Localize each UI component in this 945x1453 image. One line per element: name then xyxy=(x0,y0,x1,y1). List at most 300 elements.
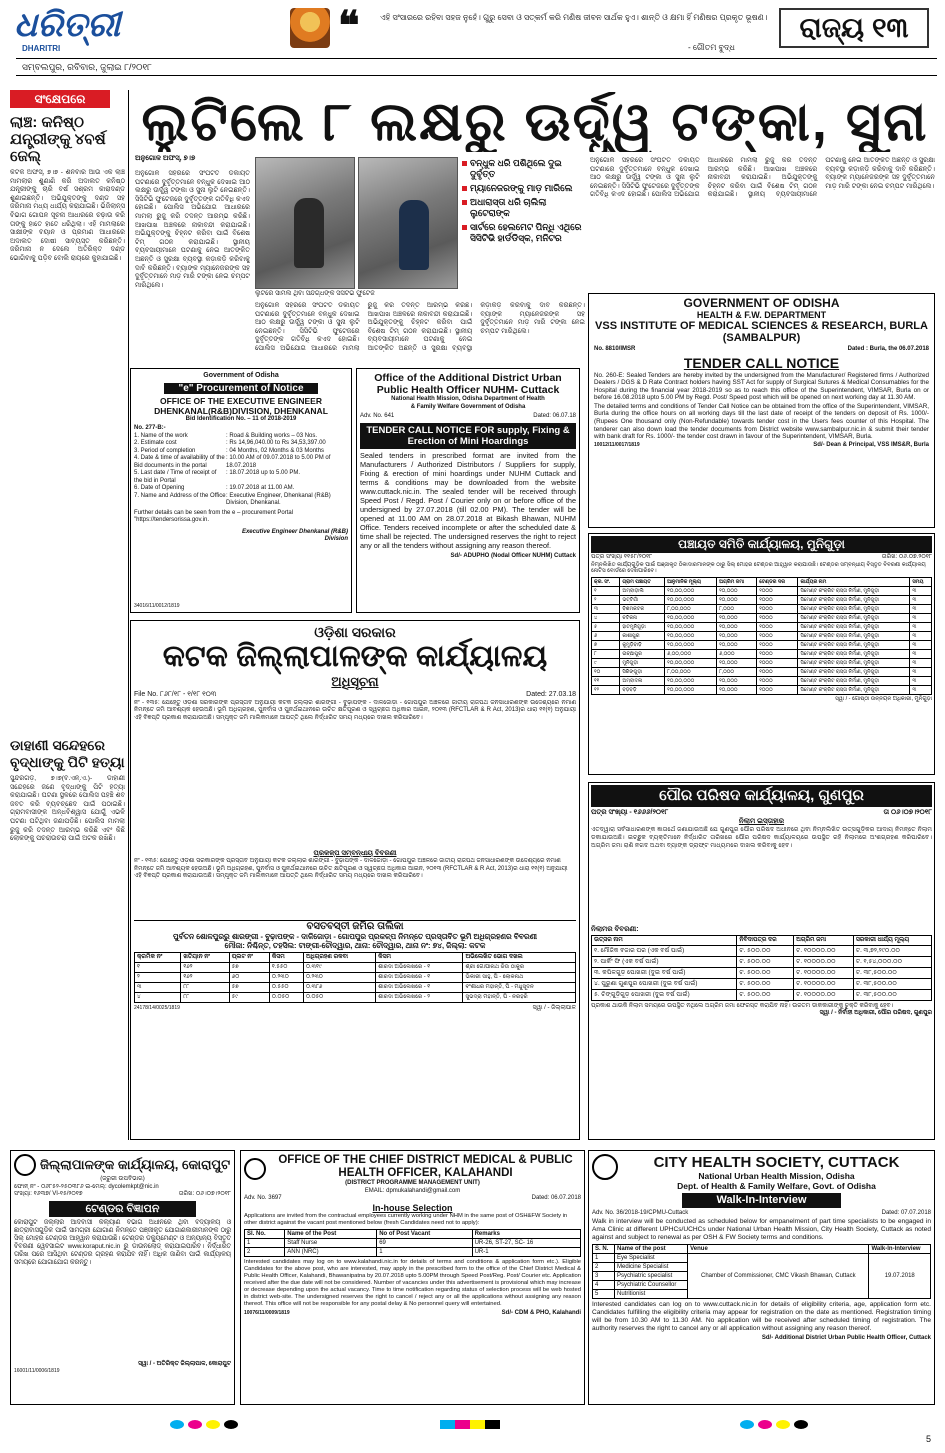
vimsar-dated: Dated : Burla, the 06.07.2018 xyxy=(847,346,929,352)
collector-dated: Dated: 27.03.18 xyxy=(526,691,576,698)
table-cell: ଟ. ୧୦୦୦୦.୦୦ xyxy=(794,945,854,956)
table-cell: ୮,୦୦,୦୦୦ xyxy=(665,668,717,677)
koraput-sign: ସ୍ୱା / - ଅତିରିକ୍ତ ଜିଲ୍ଲାପାଳ, କୋରାପୁଟ xyxy=(138,1360,231,1367)
table-row xyxy=(592,945,932,956)
table-cell: ୦.୫୫୦ xyxy=(269,983,303,993)
nuhm-body: Sealed tenders in prescribed format are invited from the Manufacturers / Authorized Distributors / Suppliers for supply, Fixing & erection of mini hoardings under NUHM Cuttack and terms & conditions may be downloaded from the website www.cuttack.nic.in. The sealed tender will be received through Speed Post / Regd. Post / Courier only on or before office of the undersigned by 27.07.2018 (till 02.00 PM). The tender will be opened at 11.00 AM on 28.07.2018 at Bikash Bhawan, NUHM Office. Tenders received incomplete or after the scheduled date & time shall be rejected. The undersigned reserves the right to reject any or all the tenders without assigning any reason thereof. xyxy=(360,450,576,550)
magenta-dot xyxy=(188,1420,202,1429)
collector-govt: ଓଡ଼ିଶା ସରକାର xyxy=(314,624,396,640)
table-cell: ୨. ପାର୍କିଂ ଫି (ଏକ ବର୍ଷ ପାଇଁ) xyxy=(592,956,737,967)
magenta-dot xyxy=(758,1420,772,1429)
koraput-header xyxy=(14,1154,231,1176)
gunupur-table: ଉତ୍ସର ନାମ ନିବିଦାପତ୍ର ଦର ଅଗ୍ରିମ ଜମା ସରକାରୀ ଧାର୍ଯ୍ୟ ମୂଲ୍ୟ ୧. ମୌଜିକ ବଜାର ଘର (ଏକ ବର୍ଷ ପାଇଁ) ଟ. ୫୦୦.୦୦ ଟ. ୧୦୦୦୦.୦୦ ଟ. ୩,୭୨,୨୯୦.୦୦ ୨. ପାର୍କିଂ ଫି (ଏକ ବର୍ଷ ପାଇଁ) ଟ. ୫୦୦.୦୦ ଟ. ୧୦୦୦୦.୦୦ ଟ. ୧,୫୪,୦୦୦.୦୦ ୩. କପିଳଗୁଡ଼ ପୋଖରୀ (ଦୁଇ ବର୍ଷ ପାଇଁ) ଟ. ୫୦୦.୦୦ ଟ. ୧୦୦୦୦.୦୦ ଟ. ୩୮,୫୦୦.୦୦ ୪. ପୁରୁଣା ଗୁଣପୁର ପୋଖରୀ (ଦୁଇ ବର୍ଷ ପାଇଁ) ଟ. ୫୦୦.୦୦ ଟ. ୧୦୦୦୦.୦୦ ଟ. ୩୮,୫୦୦.୦୦ ୫. ଚିଙ୍ଗୁଡ଼ିଗୁଡ଼ ପୋଖରୀ (ଦୁଇ ବର୍ଷ ପାଇଁ) ଟ. ୫୦୦.୦୦ ଟ. ୧୦୦୦୦.୦୦ ଟ. ୩୮,୫୦୦.୦୦ xyxy=(591,935,932,1001)
table-cell: ସିମେଣ୍ଟ କଂକ୍ରିଟ ରାସ୍ତା ନିର୍ମାଣ, ମୁନିଗୁଡ଼ା xyxy=(798,677,910,686)
black-dot xyxy=(224,1420,238,1429)
table-cell: ସିମେଣ୍ଟ କଂକ୍ରିଟ ରାସ୍ତା ନିର୍ମାଣ, ମୁନିଗୁଡ଼ା xyxy=(798,668,910,677)
kalahandi-footer xyxy=(244,1310,581,1318)
table-cell: ଅମ୍ବାଦଳା xyxy=(620,677,665,686)
city-health-title: CITY HEALTH SOCIETY, CUTTACK xyxy=(653,1154,900,1171)
table-cell: ଭଟ୍ଟିଗାଁ xyxy=(620,596,665,605)
table-cell: ସିମେଣ୍ଟ କଂକ୍ରିଟ ରାସ୍ତା ନିର୍ମାଣ, ମୁନିଗୁଡ଼ା xyxy=(798,587,910,596)
cuttack-collector-notification xyxy=(130,620,580,1140)
city-health-table: S. N. Name of the post Venue Walk-In-Interview 1 Eye Specialist Chamber of Commissioner, CMC Vikash Bhawan, Cuttack 19.07.2018 2 Medicine Specialist 3 Psychiatric specialist 4 Psychiatric Counsellor 5 Nutritionist xyxy=(592,1244,931,1299)
table-row xyxy=(592,596,932,605)
odisha-emblem-icon xyxy=(14,1154,36,1176)
table-cell: ୧ xyxy=(135,963,181,973)
collector-ref: 24178/14/0025/1819 xyxy=(134,1005,180,1012)
table-row xyxy=(592,650,932,659)
table-cell: ୧୦,୦୦୦ xyxy=(717,587,757,596)
table-row xyxy=(592,989,932,1000)
page-section-label: ରାଜ୍ୟ ୧୩ xyxy=(779,8,929,48)
table-cell: ୮,୦୦୦ xyxy=(717,668,757,677)
table-cell: ସିମେଣ୍ଟ କଂକ୍ରିଟ ରାସ୍ତା ନିର୍ମାଣ, ମୁନିଗୁଡ଼ା xyxy=(798,686,910,695)
eprocurement-notice xyxy=(130,368,352,613)
table-cell: ଟ. ୧୦୦୦୦.୦୦ xyxy=(794,978,854,989)
table-cell: ଶାରଦା ଅଭିଲେଖରେ - ୨ xyxy=(376,993,463,1003)
table-cell: ୬,୦୦,୦୦୦ xyxy=(665,650,717,659)
table-cell: ଟ. ୩୮,୫୦୦.୦୦ xyxy=(853,978,931,989)
table-cell: ସିମେଣ୍ଟ କଂକ୍ରିଟ ରାସ୍ତା ନିର୍ମାଣ, ମୁନିଗୁଡ଼ା xyxy=(798,614,910,623)
city-health-header xyxy=(592,1154,931,1191)
brief-tag: ସଂକ୍ଷେପରେ xyxy=(10,90,110,108)
city-health-dated: Dated: 07.07.2018 xyxy=(881,1210,931,1216)
table-cell: ୮,୦୦୦ xyxy=(717,605,757,614)
logo-sub: DHARITRI xyxy=(22,44,61,53)
table-cell: ୪ xyxy=(135,993,181,1003)
table-cell: ୧୬୨ xyxy=(181,973,229,983)
gunupur-ref-line xyxy=(591,809,932,818)
table-cell: ୨ xyxy=(592,596,620,605)
brief-body-1: କଟକ ଅଫିସ୍, ୭।୭ - ଶନିବାର ଆଉ ଏକ ଲାଞ୍ଚ ମାମଲାର ଶୁଣାଣି କରି ଅଦାଲତ କନିଷ୍ଠ ଯନ୍ତ୍ରୀଙ୍କୁ ଚାରି ବର୍ଷ ସଶ୍ରମ କାରାଦଣ୍ଡ ଶୁଣାଇଛନ୍ତି। ଅଭିଯୁକ୍ତଙ୍କୁ ଦଣ୍ଡ ସହ ଜରିମାନା ମଧ୍ୟ ଧାର୍ଯ୍ୟ କରାଯାଇଛି। ଭିଜିଲାନ୍ସ ବିଭାଗ ଗୋପନ ସୂଚନା ଆଧାରରେ ଚଢ଼ାଉ କରି ତାଙ୍କୁ ହାତେ ହାତେ ଧରିଥିଲା। ଏହି ମାମଲାରେ ସାକ୍ଷୀଙ୍କ ବୟାନ ଓ ପ୍ରମାଣ ଆଧାରରେ ଅଦାଲତ ଦୋଷୀ ସାବ୍ୟସ୍ତ କରିଛନ୍ତି। ଜରିମାନା ନ ଦେଲେ ଅତିରିକ୍ତ ଦଣ୍ଡ ଭୋଗିବାକୁ ପଡ଼ିବ ବୋଲି ରାୟରେ କୁହାଯାଇଛି। xyxy=(10,169,125,262)
table-row: 4 Psychiatric Counsellor xyxy=(593,1280,931,1289)
table-cell: ଟ. ୫୦୦.୦୦ xyxy=(737,967,794,978)
table-cell: ୧୦,୦୦,୦୦୦ xyxy=(665,641,717,650)
collector-body-2: ନଂ - ୧୩୫: ଯେହେତୁ ଓଡ଼ିଶା ସରକାରଙ୍କ ପ୍ରସ୍ତାବ ଅନୁଯାୟୀ କଟକ ଜିଲ୍ଲାର ଶାରଙ୍ଗୀ - ବୁଢ଼ାପଙ୍କ - ଦାଳିଜୋଡ଼ା - ଗୋପପୁର ଅଞ୍ଚଳରେ ଜାତୀୟ ରାଜପଥ ଜନସାଧାରଣଙ୍କ ଉଦ୍ଦେଶ୍ୟରେ ନିର୍ମାଣ ନିମନ୍ତେ ଜମି ଆବଶ୍ୟକ ହେଉଅଛି। ଭୂମି ଅଧିଗ୍ରହଣ, ପୁନର୍ବାସ ଓ ପୁନର୍ଥଇଥାନରେ ଉଚିତ କ୍ଷତିପୂରଣ ଓ ସ୍ୱଚ୍ଛତା ଅଧିକାର ଆଇନ, ୨୦୧୩ (RFCTLAR & R Act, 2013)ର ଧାରା ୧୧(୧) ଅନୁଯାୟୀ ଏହି ବିଜ୍ଞପ୍ତି ପ୍ରକାଶ କରାଯାଉଅଛି। ସମ୍ପୃକ୍ତ ଜମି ମାଲିକମାନେ ଆପତ୍ତି ଥିଲେ ନିର୍ଦ୍ଧାରିତ ସମୟ ମଧ୍ୟରେ ଦାଖଲ କରିପାରିବେ। xyxy=(134,858,568,880)
table-cell: ୦.୩୧୯ xyxy=(303,963,375,973)
collector-file-no: File No. ୮୬୮/୧୮ - ୧/୧୮ ୧୦୩ xyxy=(134,691,217,698)
main-story-body-col1: ଅନୁଗୋଳ ସହରରେ ସଂଘଟିତ ଡକାୟତି ଘଟଣାରେ ଦୁର୍ବୃତ୍ତମାନେ ବନ୍ଧୁକ ଦେଖାଇ ଆଠ ଲକ୍ଷରୁ ଊର୍ଦ୍ଧ୍ୱ ଟଙ୍କା ଓ ସୁନା ଲୁଟି ନେଇଛନ୍ତି। ସିସିଟିଭି ଫୁଟେଜରେ ଦୁର୍ବୃତ୍ତଙ୍କ ଗତିବିଧି କଏଦ ହୋଇଛି। ପୋଲିସ ଅଭିଯୋଗ ଆଧାରରେ ମାମଲା ରୁଜୁ କରି ତଦନ୍ତ ଆରମ୍ଭ କରିଛି। ଆଖପାଖ ଅଞ୍ଚଳରେ ନାକାବନ୍ଦୀ କରାଯାଇଛି। ଅଭିଯୁକ୍ତଙ୍କୁ ଚିହ୍ନଟ କରିବା ପାଇଁ ବିଶେଷ ଟିମ୍ ଗଠନ କରାଯାଇଛି। ସ୍ଥାନୀୟ ବ୍ୟବସାୟୀମାନେ ଘଟଣାକୁ ନେଇ ଆତଙ୍କିତ ଅଛନ୍ତି ଓ ସୁରକ୍ଷା ବ୍ୟବସ୍ଥା କଡ଼ାକଡ଼ି କରିବାକୁ ଦାବି କରିଛନ୍ତି। ବ୍ୟାଙ୍କ ମ୍ୟାନେଜରଙ୍କ ସହ ଦୁର୍ବୃତ୍ତମାନେ ମାଡ଼ ମାରି ଟଙ୍କା ନେଇ ଚମ୍ପଟ ମାରିଥିଲେ। xyxy=(135,170,250,289)
highlight-item: ବନ୍ଧୁକ ଧରି ପଶିଥିଲେ ଦୁଇ ଦୁର୍ବୃତ୍ତ xyxy=(462,158,582,180)
kalahandi-title: OFFICE OF THE CHIEF DISTRICT MEDICAL & PUBLIC HEALTH OFFICER, KALAHANDI xyxy=(278,1154,573,1179)
panchayat-table: କ୍ର. ସଂ. ଗ୍ରାମ ପଞ୍ଚାୟତ ଆନୁମାନିକ ମୂଲ୍ୟ ଅଗ୍ରିମ ଜମା ଟେଣ୍ଡର ଦର କାର୍ଯ୍ୟର ନାମ ସମୟ ୧ ଅମ୍ବାଡ଼ାଲି ୧୦,୦୦,୦୦୦ ୧୦,୦୦୦ ୧୦୦୦ ସିମେଣ୍ଟ କଂକ୍ରିଟ ରାସ୍ତା ନିର୍ମାଣ, ମୁନିଗୁଡ଼ା ୩ ୨ ଭଟ୍ଟିଗାଁ ୧୦,୦୦,୦୦୦ ୧୦,୦୦୦ ୧୦୦୦ ସିମେଣ୍ଟ କଂକ୍ରିଟ ରାସ୍ତା ନିର୍ମାଣ, ମୁନିଗୁଡ଼ା ୩ ୩ ବିଶମକଟକ ୮,୦୦,୦୦୦ ୮,୦୦୦ ୧୦୦୦ ସିମେଣ୍ଟ କଂକ୍ରିଟ ରାସ୍ତା ନିର୍ମାଣ, ମୁନିଗୁଡ଼ା ୩ ୪ ଚଟିକନା ୧୦,୦୦,୦୦୦ ୧୦,୦୦୦ ୧୦୦୦ ସିମେଣ୍ଟ କଂକ୍ରିଟ ରାସ୍ତା ନିର୍ମାଣ, ମୁନିଗୁଡ଼ା ୩ ୫ ହାଟମୁନିଗୁଡ଼ା ୧୦,୦୦,୦୦୦ ୧୦,୦୦୦ ୧୦୦୦ ସିମେଣ୍ଟ କଂକ୍ରିଟ ରାସ୍ତା ନିର୍ମାଣ, ମୁନିଗୁଡ଼ା ୩ ୬ କାଶୀପୁର ୧୦,୦୦,୦୦୦ ୧୦,୦୦୦ ୧୦୦୦ ସିମେଣ୍ଟ କଂକ୍ରିଟ ରାସ୍ତା ନିର୍ମାଣ, ମୁନିଗୁଡ଼ା ୩ ୭ କୁମୁଡ଼ିବାଡ଼ି ୧୦,୦୦,୦୦୦ ୧୦,୦୦୦ ୧୦୦୦ ସିମେଣ୍ଟ କଂକ୍ରିଟ ରାସ୍ତା ନିର୍ମାଣ, ମୁନିଗୁଡ଼ା ୩ ୮ ଇଚ୍ଛାପୁର ୬,୦୦,୦୦୦ ୬,୦୦୦ ୧୦୦୦ ସିମେଣ୍ଟ କଂକ୍ରିଟ ରାସ୍ତା ନିର୍ମାଣ, ମୁନିଗୁଡ଼ା ୩ ୯ ମୁନିଗୁଡ଼ା ୧୦,୦୦,୦୦୦ ୧୦,୦୦୦ ୧୦୦୦ ସିମେଣ୍ଟ କଂକ୍ରିଟ ରାସ୍ତା ନିର୍ମାଣ, ମୁନିଗୁଡ଼ା ୩ ୧୦ ସିରିଙ୍ଗୁଡ଼ା ୮,୦୦,୦୦୦ ୮,୦୦୦ ୧୦୦୦ ସିମେଣ୍ଟ କଂକ୍ରିଟ ରାସ୍ତା ନିର୍ମାଣ, ମୁନିଗୁଡ଼ା ୩ ୧୧ ଅମ୍ବାଦଳା ୧୦,୦୦,୦୦୦ ୧୦,୦୦୦ ୧୦୦୦ ସିମେଣ୍ଟ କଂକ୍ରିଟ ରାସ୍ତା ନିର୍ମାଣ, ମୁନିଗୁଡ଼ା ୩ ୧୨ ବଡ଼ବଡ଼ି ୧୦,୦୦,୦୦୦ ୧୦,୦୦୦ ୧୦୦୦ ସିମେଣ୍ଟ କଂକ୍ରିଟ ରାସ୍ତା ନିର୍ମାଣ, ମୁନିଗୁଡ଼ା ୩ xyxy=(591,577,932,695)
table-cell: ୧୦,୦୦,୦୦୦ xyxy=(665,677,717,686)
city-health-sub-2: Dept. of Health & Family Welfare, Govt. of Odisha xyxy=(677,1181,876,1191)
table-cell: ୧.୫୫୦ xyxy=(269,963,303,973)
quote-text: ଏହି ସଂସାରରେ ରହିବା ସହଜ ନୁହେଁ। ଗୁରୁ ସେବା ଓ ସତ୍‌କର୍ମ କରି ମଣିଷ ଜୀବନ ସାର୍ଥକ ହୁଏ। ଶାନ୍ତି ଓ କ୍ଷମା ହିଁ ମଣିଷର ପ୍ରକୃତ ଭୂଷଣ। xyxy=(380,13,768,22)
table-cell: ୬,୦୦୦ xyxy=(717,650,757,659)
vimsar-no-line xyxy=(594,346,929,354)
eproc-ref: 34016/11/0012/1819 xyxy=(134,602,180,609)
table-cell: ଟ. ୫୦୦.୦୦ xyxy=(737,956,794,967)
koraput-ref-line xyxy=(14,1191,231,1199)
nuhm-dated: Dated: 06.07.18 xyxy=(533,413,576,419)
table-row xyxy=(592,956,932,967)
eproc-govt: Government of Odisha xyxy=(203,372,279,379)
table-cell: ଟ. ୧୦୦୦୦.୦୦ xyxy=(794,989,854,1000)
table-cell: ଅମ୍ବାଡ଼ାଲି xyxy=(620,587,665,596)
collector-schedule-title: ବସତବସ୍ତୀ ଜମିର ତାଲିକା xyxy=(134,920,576,932)
gunupur-title: ପୌର ପରିଷଦ କାର୍ଯ୍ୟାଳୟ, ଗୁଣପୁର xyxy=(591,785,932,807)
table-cell: ସିମେଣ୍ଟ କଂକ୍ରିଟ ରାସ୍ତା ନିର୍ମାଣ, ମୁନିଗୁଡ଼ା xyxy=(798,623,910,632)
cctv-photo-1[interactable] xyxy=(255,157,355,289)
table-cell: ୧୦ xyxy=(592,668,620,677)
kalahandi-dated: Dated: 06.07.2018 xyxy=(531,1195,581,1201)
print-registration-strip xyxy=(0,1410,945,1453)
vimsar-tender-notice xyxy=(588,293,935,528)
kalahandi-header xyxy=(244,1154,581,1180)
panchayat-patra: ପତ୍ର ସଂଖ୍ୟା ୧୧୫୮/୨୦୧୮ xyxy=(591,554,653,560)
collector-mouza: ମୌଜା: ନିଶ୍ଚିନ୍ତ, ତହସିଲ: ଟାଙ୍ଗୀ-ଚୌଦ୍ୱାର, ଥାନା: ଚୌଦ୍ୱାର, ଥାନା ନଂ: ୭୪, ଜିଲ୍ଲା: କଟକ xyxy=(224,941,486,951)
table-cell: ସିରିଙ୍ଗୁଡ଼ା xyxy=(620,668,665,677)
table-cell: ୩ xyxy=(592,605,620,614)
table-cell: ୫. ଚିଙ୍ଗୁଡ଼ିଗୁଡ଼ ପୋଖରୀ (ଦୁଇ ବର୍ଷ ପାଇଁ) xyxy=(592,989,737,1000)
table-cell: ୧୦୦୦ xyxy=(757,596,798,605)
table-cell: ୧୨ xyxy=(592,686,620,695)
panchayat-title: ପଞ୍ଚାୟତ ସମିତି କାର୍ଯ୍ୟାଳୟ, ମୁନିଗୁଡ଼ା xyxy=(591,536,932,553)
table-row xyxy=(592,614,932,623)
table-cell: ୧୦୦୦ xyxy=(757,641,798,650)
koraput-date: ତାରିଖ: ୦୬।୦୭।୨୦୧୮ xyxy=(178,1191,231,1197)
nhm-logo-icon xyxy=(244,1158,266,1180)
table-cell: ୧୦,୦୦୦ xyxy=(717,659,757,668)
table-cell: ଭିକାରୀ ସାହୁ, ପି - ଲୋକନାଥ xyxy=(463,973,576,983)
brief-headline-1[interactable]: ଲାଞ୍ଚ: କନିଷ୍ଠ ଯନ୍ତ୍ରୀଙ୍କୁ ୪ବର୍ଷ ଜେଲ୍ xyxy=(10,114,106,165)
table-cell: ଟ. ୧୦୦୦୦.୦୦ xyxy=(794,956,854,967)
gunupur-auction-notice xyxy=(588,782,935,1140)
table-cell: କୁମୁଡ଼ିବାଡ଼ି xyxy=(620,641,665,650)
table-row xyxy=(592,623,932,632)
table-row: 1 Staff Nurse 69 UR-26, ST-27, SC- 16 xyxy=(245,1238,581,1247)
brief-headline-2[interactable]: ଡାହାଣୀ ସନ୍ଦେହରେ ବୃଦ୍ଧାଙ୍କୁ ପିଟି ହତ୍ୟା xyxy=(10,737,125,770)
table-cell: ୮୮ xyxy=(181,993,229,1003)
gunupur-date: ତା ୦୬।୦୭।୨୦୧୮ xyxy=(883,809,932,816)
panchayat-sign: ସ୍ୱା / - ଗୋଷ୍ଠୀ ଉନ୍ନୟନ ଅଧିକାରୀ, ମୁନିଗୁଡ଼ା xyxy=(835,696,932,703)
table-cell: ୫୯ xyxy=(229,993,269,1003)
main-story-highlights xyxy=(462,158,582,290)
gunupur-sub: ନିଲାମ ଇସ୍ତାହାର xyxy=(738,817,785,825)
kalahandi-table: Sl. No. Name of the Post No of Post Vacant Remarks 1 Staff Nurse 69 UR-26, ST-27, SC- 16 2 ANN (NRC) 1 UR-1 xyxy=(244,1229,581,1257)
color-bar xyxy=(440,1420,500,1429)
table-cell: ଟ. ୩୮,୫୦୦.୦୦ xyxy=(853,989,931,1000)
highlight-item: ସାର୍ଟରେ ହେଲମେଟ ପିନ୍ଧି ଏଥିରେ ସିସିଟିଭି ହାର୍ଡଡିସ୍କ, ମନିଟର xyxy=(462,222,582,244)
vimsar-footer xyxy=(594,442,929,450)
table-cell: ୧୦,୦୦୦ xyxy=(717,614,757,623)
table-cell: ୩ xyxy=(910,659,932,668)
table-cell: ୦.୨୩୦ xyxy=(303,973,375,983)
table-cell: ଟ. ୧,୫୪,୦୦୦.୦୦ xyxy=(853,956,931,967)
panchayat-ref-line xyxy=(591,554,932,562)
vimsar-body-2: The detailed terms and conditions of Tender Call Notice can be obtained from the office of the Superintendent, VIMSAR, Burla during the office hours on all working days till the last date of receipt of the tenders on deposit of Rs. 1000/- (Rupees One thousand only (Non-Refundable) towards tender cost in the Users fees counter of this Hospital. The tenderer can also down load the tender documents from District website www.sambalpur.nic.in & submit their tender with bank draft for Rs. 1000/- the tender cost drawn in favour of the Superintendent, VIMSAR, Burla. xyxy=(594,402,929,441)
cyan-dot xyxy=(170,1420,184,1429)
table-cell: ୧୦,୦୦,୦୦୦ xyxy=(665,596,717,605)
table-cell: ଟ. ୩,୭୨,୨୯୦.୦୦ xyxy=(853,945,931,956)
table-cell: ମୁନିଗୁଡ଼ା xyxy=(620,659,665,668)
table-cell: ୧. ମୌଜିକ ବଜାର ଘର (ଏକ ବର୍ଷ ପାଇଁ) xyxy=(592,945,737,956)
collector-list-title: ପ୍ରକଳ୍ପ ସମ୍ବନ୍ଧୀୟ ବିବରଣୀ xyxy=(313,849,397,857)
kalahandi-body-1: Applications are invited from the contractual employees currently working under NHM in the same post of OSH&FW Society in other district against the vacant post mentioned below (fresh Candidates need not to apply): xyxy=(244,1212,568,1226)
kalahandi-email[interactable]: EMAIL: dpmukalahandi@gmail.com xyxy=(364,1187,461,1194)
kalahandi-ref: 10076/11/0009/1819 xyxy=(244,1309,290,1316)
table-row xyxy=(592,659,932,668)
table-cell: ୩ xyxy=(910,605,932,614)
kalahandi-adv: Adv. No. 3697 xyxy=(244,1195,282,1201)
yellow-dot xyxy=(776,1420,790,1429)
nuhm-banner: TENDER CALL NOTICE FOR supply, Fixing & Erection of Mini Hoardings xyxy=(360,423,576,449)
vimsar-gov: GOVERNMENT OF ODISHA xyxy=(683,296,840,310)
table-cell: ୧୦୦୦ xyxy=(757,650,798,659)
koraput-sub: (ଜରୁରୀ ଉପବିଭାଗ) xyxy=(100,1176,145,1182)
cctv-photo-2[interactable] xyxy=(358,157,458,289)
kalahandi-adv-line xyxy=(244,1195,581,1203)
highlight-item: ମ୍ୟାନେଜରଙ୍କୁ ମାଡ଼ ମାରିଲେ xyxy=(462,183,582,194)
photo-caption: ଲୁଟରେ ସାମିଲ ଥିବା ସନ୍ଦିଗ୍ଧଙ୍କ ସିସିଟିଭି ଫୁଟେଜ xyxy=(255,290,375,297)
panchayat-samiti-notice xyxy=(588,533,935,775)
table-row xyxy=(135,993,576,1003)
table-cell: ୯ xyxy=(592,659,620,668)
buddha-image xyxy=(290,8,330,48)
table-cell: ୧୦୦୦ xyxy=(757,659,798,668)
table-row xyxy=(592,641,932,650)
table-cell: ୧୦,୦୦,୦୦୦ xyxy=(665,614,717,623)
collector-body: ନଂ - ୧୩୫: ଯେହେତୁ ଓଡ଼ିଶା ସରକାରଙ୍କ ପ୍ରସ୍ତାବ ଅନୁଯାୟୀ କଟକ ଜିଲ୍ଲାର ଶାରଙ୍ଗୀ - ବୁଢ଼ାପଙ୍କ - ଦାଳିଜୋଡ଼ା - ଗୋପପୁର ଅଞ୍ଚଳରେ ଜାତୀୟ ରାଜପଥ ଜନସାଧାରଣଙ୍କ ଉଦ୍ଦେଶ୍ୟରେ ନିର୍ମାଣ ନିମନ୍ତେ ଜମି ଆବଶ୍ୟକ ହେଉଅଛି। ଭୂମି ଅଧିଗ୍ରହଣ, ପୁନର୍ବାସ ଓ ପୁନର୍ଥଇଥାନରେ ଉଚିତ କ୍ଷତିପୂରଣ ଓ ସ୍ୱଚ୍ଛତା ଅଧିକାର ଆଇନ, ୨୦୧୩ (RFCTLAR & R Act, 2013)ର ଧାରା ୧୧(୧) ଅନୁଯାୟୀ ଏହି ବିଜ୍ଞପ୍ତି ପ୍ରକାଶ କରାଯାଉଅଛି। ସମ୍ପୃକ୍ତ ଜମି ମାଲିକମାନେ ଆପତ୍ତି ଥିଲେ ନିର୍ଦ୍ଧାରିତ ସମୟ ମଧ୍ୟରେ ଦାଖଲ କରିପାରିବେ। xyxy=(134,699,576,721)
table-cell: ୩ xyxy=(910,614,932,623)
table-cell: ୩ xyxy=(910,587,932,596)
table-cell: ୪ xyxy=(592,614,620,623)
collector-title: କଟକ ଜିଲ୍ଲାପାଳଙ୍କ କାର୍ଯ୍ୟାଳୟ xyxy=(162,640,548,673)
table-cell: ୩ xyxy=(910,677,932,686)
table-cell: ଟ. ୫୦୦.୦୦ xyxy=(737,978,794,989)
gunupur-body: ଏତଦ୍ୱାରା ସର୍ବସାଧାରଣଙ୍କ ଜ୍ଞାତାର୍ଥେ ଜଣାଯାଉଅଛି ଯେ ଗୁଣପୁର ପୌର ପରିଷଦ ଅଧୀନରେ ଥିବା ନିମ୍ନଲିଖିତ ଉତ୍ସଗୁଡ଼ିକର ଆଦାୟ ନିମନ୍ତେ ନିଲାମ ଡକାଯାଉଅଛି। ଇଚ୍ଛୁକ ବ୍ୟକ୍ତିମାନେ ନିର୍ଦ୍ଧାରିତ ତାରିଖରେ ପୌର ପରିଷଦ କାର୍ଯ୍ୟାଳୟରେ ଉପସ୍ଥିତ ରହି ନିଲାମରେ ଅଂଶଗ୍ରହଣ କରିପାରିବେ। ଅଗ୍ରିମ ଜମା ରାଶି ନଗଦ ଅଥବା ବ୍ୟାଙ୍କ ଡ୍ରାଫ୍ଟ ମାଧ୍ୟମରେ ଦାଖଲ କରିବାକୁ ହେବ। xyxy=(591,826,932,849)
cyan-dot xyxy=(740,1420,754,1429)
table-row xyxy=(592,677,932,686)
nuhm-adv: Adv. No. 641 xyxy=(360,413,395,419)
table-cell: ଟ. ୩୮,୫୦୦.୦୦ xyxy=(853,967,931,978)
table-row xyxy=(592,605,932,614)
nuhm-sub: National Health Mission, Odisha Department of Health & Family Welfare Government of Odisha xyxy=(391,396,545,410)
eproc-banner: "e" Procurement of Notice xyxy=(164,383,318,394)
table-cell: ଶ୍ରୀ ଗୋପୀନାଥ ଜିଉ ଠାକୁର xyxy=(463,963,576,973)
table-row xyxy=(592,632,932,641)
eproc-bid-id: Bid Identification No. – 11 of 2018-2019 xyxy=(185,415,297,422)
table-cell: ୧୦,୦୦,୦୦୦ xyxy=(665,587,717,596)
table-cell: ୦.୦୫୦ xyxy=(269,993,303,1003)
vimsar-ref: 10012/11/0017/1819 xyxy=(594,441,640,448)
vimsar-no: No. 8810/IMSR xyxy=(594,346,636,352)
yellow-dot xyxy=(206,1420,220,1429)
collector-land-table: କ୍ରମିକ ନଂ ଖତିୟାନ ନଂ ପ୍ଲଟ ନଂ କିସମ ଅଧିଗ୍ରହଣ ରକବା କିସମ ଅଭିଲେଖିତ ଭୋଗ ଦଖଲ ୧ ୧୬୨ ୫୭ ୧.୫୫୦ ୦.୩୧୯ ଶାରଦା ଅଭିଲେଖରେ - ୧ ଶ୍ରୀ ଗୋପୀନାଥ ଜିଉ ଠାକୁର ୨ ୧୬୨ ୬୦ ୦.୨୩୦ ୦.୨୩୦ ଶାରଦା ଅଭିଲେଖରେ - ୧ ଭିକାରୀ ସାହୁ, ପି - ଲୋକନାଥ ୩ ୮୮ ୫୭ ୦.୫୫୦ ୦.୩୮୬ ଶାରଦା ଅଭିଲେଖରେ - ୧ ବଂଶୀଧର ମହାନ୍ତି, ପି - ମଧୁସୂଦନ ୪ ୮୮ ୫୯ ୦.୦୫୦ ୦.୦୫୦ ଶାରଦା ଅଭିଲେଖରେ - ୨ ସୁଭଦ୍ରା ମହାନ୍ତି, ପି - ନରହରି xyxy=(134,952,576,1003)
table-row xyxy=(592,686,932,695)
table-cell: ୩ xyxy=(910,641,932,650)
table-cell: ଟ. ୧୦୦୦୦.୦୦ xyxy=(794,967,854,978)
table-cell: ୩ xyxy=(910,668,932,677)
eproc-further[interactable]: Further details can be seen from the e – procurement Portal "https://tendersorissa.gov.in. xyxy=(134,509,294,524)
table-cell: ଟ. ୫୦୦.୦୦ xyxy=(737,989,794,1000)
table-row xyxy=(135,963,576,973)
table-cell: ୩ xyxy=(910,650,932,659)
logo-name: ଧରିତ୍ରୀ xyxy=(14,6,121,44)
collector-file-line xyxy=(134,691,576,700)
table-cell: ବଡ଼ବଡ଼ି xyxy=(620,686,665,695)
gunupur-sign: ସ୍ୱା / - ନିର୍ବାହୀ ଅଧିକାରୀ, ପୌର ପରିଷଦ, ଗୁଣପୁର xyxy=(819,1010,932,1017)
collector-schedule-sub: ପୁର୍ବତନ ଶୋଳପୁରରୁ ଶାରଙ୍ଗୀ - ବୁଢ଼ାପଙ୍କ - ଦାଳିଜୋଡ଼ା - ଗୋପପୁର ପ୍ରକଳ୍ପ ନିମନ୍ତେ ପ୍ରସ୍ତାବିତ ଭୂମି ଅଧିଗ୍ରହଣର ବିବରଣୀ xyxy=(172,932,538,942)
koraput-title: ଜିଲ୍ଲାପାଳଙ୍କ କାର୍ଯ୍ୟାଳୟ, କୋରାପୁଟ xyxy=(40,1157,231,1172)
city-health-society-notice xyxy=(588,1150,935,1405)
table-cell: ୮୮ xyxy=(181,983,229,993)
koraput-banner: ଟେଣ୍ଡର ବିଜ୍ଞାପନ xyxy=(49,1201,196,1217)
gunupur-patra: ପତ୍ର ସଂଖ୍ୟା - ୧୬୬୬/୨୦୧୮ xyxy=(591,809,669,816)
table-cell: ୪. ପୁରୁଣା ଗୁଣପୁର ପୋଖରୀ (ଦୁଇ ବର୍ଷ ପାଇଁ) xyxy=(592,978,737,989)
eproc-office: OFFICE OF THE EXECUTIVE ENGINEER DHENKANAL(R&B)DIVISION, DHENKANAL xyxy=(154,395,328,416)
gunupur-table-title: ନିଲାମର ବିବରଣୀ: xyxy=(591,926,639,934)
table-cell: ସିମେଣ୍ଟ କଂକ୍ରିଟ ରାସ୍ତା ନିର୍ମାଣ, ମୁନିଗୁଡ଼ା xyxy=(798,596,910,605)
table-cell: ୧୦,୦୦,୦୦୦ xyxy=(665,686,717,695)
newspaper-logo[interactable] xyxy=(14,6,134,52)
vimsar-dept: HEALTH & F.W. DEPARTMENT xyxy=(696,310,827,320)
table-cell: ଚଟିକନା xyxy=(620,614,665,623)
city-health-body-2: Interested candidates can log on to www.cuttack.nic.in for details of eligibility criteria, age, application form etc. Candidates fulfilling the eligibility criteria may appear for registration on the date as mentioned. Registration timing will be from 10.30 AM to 11.30 AM. No application will be received after scheduled timing of registration. The authority reserves the right to cancel any or all application without assigning any reason thereof. xyxy=(592,1300,931,1332)
dateline: ସମ୍ବଲପୁର, ରବିବାର, ଜୁଲାଇ ୮/୨୦୧୮ xyxy=(16,58,937,76)
koraput-body: କୋରାପୁଟ ଜିଲ୍ଲାର ଆଦିବାସୀ କଲ୍ୟାଣ ବିଭାଗ ଅଧୀନରେ ଥିବା ବିଦ୍ୟାଳୟ ଓ ଛାତ୍ରାବାସଗୁଡ଼ିକ ପାଇଁ ସାମଗ୍ରୀ ଯୋଗାଣ ନିମନ୍ତେ ପଞ୍ଜୀକୃତ ଯୋଗାଣକାରୀମାନଙ୍କ ଠାରୁ ସିଲ୍ ମୋହର ଟେଣ୍ଡର ଆହ୍ୱାନ କରାଯାଉଛି। ଟେଣ୍ଡର ଡକ୍ୟୁମେଣ୍ଟ ଓ ଅନ୍ୟାନ୍ୟ ବିସ୍ତୃତ ବିବରଣୀ ୱେବସାଇଟ www.koraput.nic.in ରୁ ଡାଉନଲୋଡ୍ କରାଯାଇପାରିବ। ନିର୍ଦ୍ଧାରିତ ତାରିଖ ପରେ ଆସିଥିବା ଟେଣ୍ଡର ଗ୍ରହଣ କରାଯିବ ନାହିଁ। ଅଧିକ ଜାଣିବା ପାଇଁ କାର୍ଯ୍ୟାଳୟ ସମୟରେ ଯୋଗାଯୋଗ କରନ୍ତୁ। xyxy=(14,1218,231,1266)
kalahandi-heading: In-house Selection xyxy=(372,1202,453,1213)
table-cell: ୧୦,୦୦,୦୦୦ xyxy=(665,623,717,632)
eproc-sign: Executive Engineer Dhenkanal (R&B) Division xyxy=(241,528,348,543)
vimsar-body-1: No. 260-E: Sealed Tenders are hereby invited by the undersigned from the Manufacturer/ Registered firms / Authorized Dealers / DGS & D Rate Contract holders having SST Act for supply of Surgical Sutures & Medical Consumables for the Hospital during the financial year 2018-2019 so as to reach this office of the Superintendent, VIMSAR, Burla on or before 16.08.2018 upto 5.00 PM by Regd. Post/ Speed post which will be opened on next working day at 11.30 AM. xyxy=(594,371,929,402)
collector-footer xyxy=(134,1005,576,1013)
main-story-body-cols: ଅନୁଗୋଳ ସହରରେ ସଂଘଟିତ ଡକାୟତି ଘଟଣାରେ ଦୁର୍ବୃତ୍ତମାନେ ବନ୍ଧୁକ ଦେଖାଇ ଆଠ ଲକ୍ଷରୁ ଊର୍ଦ୍ଧ୍ୱ ଟଙ୍କା ଓ ସୁନା ଲୁଟି ନେଇଛନ୍ତି। ସିସିଟିଭି ଫୁଟେଜରେ ଦୁର୍ବୃତ୍ତଙ୍କ ଗତିବିଧି କଏଦ ହୋଇଛି। ପୋଲିସ ଅଭିଯୋଗ ଆଧାରରେ ମାମଲା ରୁଜୁ କରି ତଦନ୍ତ ଆରମ୍ଭ କରିଛି। ଆଖପାଖ ଅଞ୍ଚଳରେ ନାକାବନ୍ଦୀ କରାଯାଇଛି। ଅଭିଯୁକ୍ତଙ୍କୁ ଚିହ୍ନଟ କରିବା ପାଇଁ ବିଶେଷ ଟିମ୍ ଗଠନ କରାଯାଇଛି। ସ୍ଥାନୀୟ ବ୍ୟବସାୟୀମାନେ ଘଟଣାକୁ ନେଇ ଆତଙ୍କିତ ଅଛନ୍ତି ଓ ସୁରକ୍ଷା ବ୍ୟବସ୍ଥା କଡ଼ାକଡ଼ି କରିବାକୁ ଦାବି କରିଛନ୍ତି। ବ୍ୟାଙ୍କ ମ୍ୟାନେଜରଙ୍କ ସହ ଦୁର୍ବୃତ୍ତମାନେ ମାଡ଼ ମାରି ଟଙ୍କା ନେଇ ଚମ୍ପଟ ମାରିଥିଲେ। xyxy=(255,302,585,352)
nuhm-title: Office of the Additional District Urban Public Health Officer NUHM- Cuttack xyxy=(374,372,562,396)
table-row xyxy=(135,983,576,993)
kalahandi-notice xyxy=(240,1150,585,1405)
table-cell: ୧୦,୦୦୦ xyxy=(717,677,757,686)
table-row xyxy=(592,668,932,677)
table-cell: ୧୦୦୦ xyxy=(757,623,798,632)
column-divider xyxy=(128,90,129,1140)
panchayat-body: ନିମ୍ନଲିଖିତ କାର୍ଯ୍ୟଗୁଡ଼ିକ ପାଇଁ ପଞ୍ଜୀକୃତ ଠିକାଦାରମାନଙ୍କ ଠାରୁ ସିଲ୍ ମୋହର ଟେଣ୍ଡର ଆହ୍ୱାନ କରାଯାଉଛି। ଟେଣ୍ଡର ସମ୍ବନ୍ଧୀୟ ବିସ୍ତୃତ ବିବରଣୀ କାର୍ଯ୍ୟାଳୟ ନୋଟିସ ବୋର୍ଡରେ ଦେଖିପାରିବେ। xyxy=(591,561,926,575)
table-cell: ସିମେଣ୍ଟ କଂକ୍ରିଟ ରାସ୍ତା ନିର୍ମାଣ, ମୁନିଗୁଡ଼ା xyxy=(798,641,910,650)
table-cell: ୧୦୦୦ xyxy=(757,686,798,695)
table-cell: ୫୭ xyxy=(229,963,269,973)
nhm-logo-icon xyxy=(592,1154,618,1180)
table-row: 2 ANN (NRC) 1 UR-1 xyxy=(245,1247,581,1256)
table-cell: ୧୦୦୦ xyxy=(757,677,798,686)
koraput-ref: 16001/11/0006/1819 xyxy=(14,1368,60,1374)
table-cell: ୩. କପିଳଗୁଡ଼ ପୋଖରୀ (ଦୁଇ ବର୍ଷ ପାଇଁ) xyxy=(592,967,737,978)
table-cell: ୦.୨୩୦ xyxy=(269,973,303,983)
table-row xyxy=(592,967,932,978)
table-cell: ସିମେଣ୍ଟ କଂକ୍ରିଟ ରାସ୍ତା ନିର୍ମାଣ, ମୁନିଗୁଡ଼ା xyxy=(798,659,910,668)
table-cell: ୩ xyxy=(910,596,932,605)
table-cell: ୧୦,୦୦୦ xyxy=(717,623,757,632)
table-cell: ୧୦୦୦ xyxy=(757,587,798,596)
city-health-body-1: Walk in interview will be conducted as scheduled below for empanelment of part time specialists to be engaged in Ama Clinic at different UPHCs/UCHCs under National Urban Health Mission, City Health Society, Cuttack as noted against and subject to renewal as per OSH & FW Society terms and conditions. xyxy=(592,1217,931,1241)
table-row xyxy=(592,587,932,596)
main-story-body-right: ଅନୁଗୋଳ ସହରରେ ସଂଘଟିତ ଡକାୟତି ଘଟଣାରେ ଦୁର୍ବୃତ୍ତମାନେ ବନ୍ଧୁକ ଦେଖାଇ ଆଠ ଲକ୍ଷରୁ ଊର୍ଦ୍ଧ୍ୱ ଟଙ୍କା ଓ ସୁନା ଲୁଟି ନେଇଛନ୍ତି। ସିସିଟିଭି ଫୁଟେଜରେ ଦୁର୍ବୃତ୍ତଙ୍କ ଗତିବିଧି କଏଦ ହୋଇଛି। ପୋଲିସ ଅଭିଯୋଗ ଆଧାରରେ ମାମଲା ରୁଜୁ କରି ତଦନ୍ତ ଆରମ୍ଭ କରିଛି। ଆଖପାଖ ଅଞ୍ଚଳରେ ନାକାବନ୍ଦୀ କରାଯାଇଛି। ଅଭିଯୁକ୍ତଙ୍କୁ ଚିହ୍ନଟ କରିବା ପାଇଁ ବିଶେଷ ଟିମ୍ ଗଠନ କରାଯାଇଛି। ସ୍ଥାନୀୟ ବ୍ୟବସାୟୀମାନେ ଘଟଣାକୁ ନେଇ ଆତଙ୍କିତ ଅଛନ୍ତି ଓ ସୁରକ୍ଷା ବ୍ୟବସ୍ଥା କଡ଼ାକଡ଼ି କରିବାକୁ ଦାବି କରିଛନ୍ତି। ବ୍ୟାଙ୍କ ମ୍ୟାନେଜରଙ୍କ ସହ ଦୁର୍ବୃତ୍ତମାନେ ମାଡ଼ ମାରି ଟଙ୍କା ନେଇ ଚମ୍ପଟ ମାରିଥିଲେ। xyxy=(590,157,935,199)
brief-body-2: ସୁନ୍ଦରଗଡ଼, ୭।୭(ବି.ଏନ୍.ଏ.)- ଡାହାଣୀ ସନ୍ଦେହରେ ଜଣେ ବୃଦ୍ଧାଙ୍କୁ ପିଟି ହତ୍ୟା କରାଯାଇଛି। ଘଟଣା ସ୍ଥଳରେ ପୋଲିସ ପହଞ୍ଚି ଶବ ଜବତ କରି ବ୍ୟବଚ୍ଛେଦ ପାଇଁ ପଠାଇଛି। ଗ୍ରାମବାସୀଙ୍କ ଅନ୍ଧବିଶ୍ୱାସ ଯୋଗୁଁ ଏଭଳି ଘଟଣା ଘଟିଥିବା ଜଣାପଡ଼ିଛି। ପୋଲିସ ମାମଲା ରୁଜୁ କରି ତଦନ୍ତ ଆରମ୍ଭ କରିଛି ଏବଂ କିଛି ଲୋକଙ୍କୁ ପଚରାଉଚରା ପାଇଁ ଅଟକ ରଖିଛି। xyxy=(10,775,125,843)
table-row: 1 Eye Specialist Chamber of Commissioner, CMC Vikash Bhawan, Cuttack 19.07.2018 xyxy=(593,1253,931,1262)
table-cell: ୧୦,୦୦,୦୦୦ xyxy=(665,632,717,641)
table-cell: ୧୦୦୦ xyxy=(757,605,798,614)
nuhm-tender-notice xyxy=(356,368,580,613)
quote-mark-icon: ❝ xyxy=(338,6,360,48)
table-cell: ସିମେଣ୍ଟ କଂକ୍ରିଟ ରାସ୍ତା ନିର୍ମାଣ, ମୁନିଗୁଡ଼ା xyxy=(798,632,910,641)
koraput-contact[interactable]: ଫୋନ୍ ନଂ - ୦୬୮୫୨-୨୫୦୩୮୬ ଇ-ମେଲ୍: dycolemkpt@nic.in xyxy=(14,1183,159,1190)
koraput-patra: ସଂଖ୍ୟା: ୧୬୩୭/ VI-୧୫/୨୦୧୭ xyxy=(14,1191,83,1197)
table-cell: ୧୧ xyxy=(592,677,620,686)
table-cell: ୧୦୦୦ xyxy=(757,668,798,677)
table-cell: ୭ xyxy=(592,641,620,650)
table-cell: ୮ xyxy=(592,650,620,659)
table-cell: ସୁଭଦ୍ରା ମହାନ୍ତି, ପି - ନରହରି xyxy=(463,993,576,1003)
city-health-adv: Adv. No. 36/2018-19/CPMU-Cuttack xyxy=(592,1210,689,1216)
table-cell: ହାଟମୁନିଗୁଡ଼ା xyxy=(620,623,665,632)
table-cell: ବଂଶୀଧର ମହାନ୍ତି, ପି - ମଧୁସୂଦନ xyxy=(463,983,576,993)
table-cell: ୮,୦୦,୦୦୦ xyxy=(665,605,717,614)
page-number: 5 xyxy=(925,1434,931,1444)
eproc-no: No. 277-B:- xyxy=(134,425,166,432)
table-cell: ବିଶମକଟକ xyxy=(620,605,665,614)
table-cell: ସିମେଣ୍ଟ କଂକ୍ରିଟ ରାସ୍ତା ନିର୍ମାଣ, ମୁନିଗୁଡ଼ା xyxy=(798,650,910,659)
nuhm-sign: Sd/- ADUPHO (Nodal Officer NUHM) Cuttack xyxy=(450,552,576,559)
vimsar-sign: Sd/- Dean & Principal, VSS IMS&R, Burla xyxy=(813,441,929,448)
city-health-adv-line xyxy=(592,1210,931,1218)
table-cell: ୨ xyxy=(135,973,181,983)
panchayat-date: ତାରିଖ: ୦୬.୦୭.୨୦୧୮ xyxy=(881,554,932,560)
gunupur-footer: ପ୍ରକାଶ ଥାଉକି ନିଲାମ ସମୟରେ ଉପସ୍ଥିତ ନଥିଲେ ଅଗ୍ରିମ ଜମା ଫେରସ୍ତ କରାଯିବ ନାହିଁ। ଉଚ୍ଚତମ ଡାକକାରୀଙ୍କୁ ଚୁକ୍ତି କରିବାକୁ ହେବ। xyxy=(591,1002,894,1009)
table-cell: ୧୦,୦୦,୦୦୦ xyxy=(665,659,717,668)
table-cell: ୩ xyxy=(910,686,932,695)
highlight-item: ଅଧାରାସ୍ତା ଧରି ଚାଲିଲା ଲୁଟେରାଙ୍କ xyxy=(462,197,582,219)
table-cell: ୦.୦୫୦ xyxy=(303,993,375,1003)
kalahandi-sign: Sd/- CDM & PHO, Kalahandi xyxy=(501,1309,581,1316)
nuhm-adv-line xyxy=(360,413,576,421)
table-cell: ଇଚ୍ଛାପୁର xyxy=(620,650,665,659)
table-cell: ଟ. ୫୦୦.୦୦ xyxy=(737,945,794,956)
koraput-tender-notice xyxy=(10,1150,235,1405)
kalahandi-body-2: Interested candidates may log on to www.kalahandi.nic.in for details of terms and conditions & application form etc.). Eligible Candidates for the above post, who are interested, may apply in the prescribed form to the office of the Chief District Medical & Public Health Officer, Kalahandi, Bhawanipatna by 20.07.2018 upto 5.00PM through Speed Post/Reg. Post/ Courier etc. Application received after the due date will not be considered. Number of vacancies under this advertisement is provisional which may increase or decrease depending upon the actual vacancy. Time to time notification regarding status of selection process will be web hosted in district web-site. The undersigned reserves the right to cancel / reject any or all the applications without assigning any reason thereof. This office will not be responsible for any postal delay & No personnel query will entertained. xyxy=(244,1258,581,1307)
city-health-banner: Walk-In-Interview xyxy=(682,1193,841,1208)
table-cell: ୧୦୦୦ xyxy=(757,614,798,623)
table-cell: କାଶୀପୁର xyxy=(620,632,665,641)
table-cell: ୧ xyxy=(592,587,620,596)
quote-author: - ଗୌତମ ବୁଦ୍ଧ xyxy=(688,43,735,52)
collector-sub: ଅଧିସୂଚନା xyxy=(331,674,379,689)
table-cell: ୩ xyxy=(910,632,932,641)
brief-column xyxy=(10,90,125,1140)
eproc-rows: 1. Name of the work : Road & Building works – 03 Nos. 2. Estimate cost : Rs 14,96,040.00 to Rs 34,53,397.00 3. Period of completion : 04 Months, 02 Months & 03 Months 4. Date & time of availability of the Bid documents in the portal : 10.00 AM of 09.07.2018 to 5.00 PM of 18.07.2018 5. Last date / Time of receipt of the bid in Portal : 18.07.2018 up to 5.00 PM. 6. Date of Opening : 19.07.2018 at 11.00 AM. 7. Name and Address of the Office : Executive Engineer, Dhenkanal (R&B) Division, Dhenkanal. xyxy=(134,432,331,507)
main-headline[interactable]: ଲୁଟିଲେ ୮ ଲକ୍ଷରୁ ଊର୍ଦ୍ଧ୍ୱ ଟଙ୍କା, ସୁନା xyxy=(141,92,929,152)
main-story-byline: ଅନୁଗୋଳ ଅଫିସ୍, ୭।୭ xyxy=(135,155,196,162)
table-row: 5 Nutritionist xyxy=(593,1289,931,1298)
table-cell: ୧୦୦୦ xyxy=(757,632,798,641)
table-cell: ୫୭ xyxy=(229,983,269,993)
table-cell: ୧୦,୦୦୦ xyxy=(717,686,757,695)
table-cell: ସିମେଣ୍ଟ କଂକ୍ରିଟ ରାସ୍ତା ନିର୍ମାଣ, ମୁନିଗୁଡ଼ା xyxy=(798,605,910,614)
table-cell: ୧୦,୦୦୦ xyxy=(717,632,757,641)
collector-sign: ସ୍ୱା / - ଜିଲ୍ଲାପାଳ xyxy=(532,1005,576,1012)
masthead xyxy=(8,6,937,80)
table-cell: ୬ xyxy=(592,632,620,641)
table-row: 2 Medicine Specialist xyxy=(593,1262,931,1271)
table-row xyxy=(135,973,576,983)
vimsar-title: TENDER CALL NOTICE xyxy=(683,354,840,371)
city-health-sign: Sd/- Additional District Urban Public Health Officer, Cuttack xyxy=(761,1334,931,1341)
table-row xyxy=(592,978,932,989)
table-cell: ଶାରଦା ଅଭିଲେଖରେ - ୧ xyxy=(376,983,463,993)
table-cell: ଶାରଦା ଅଭିଲେଖରେ - ୧ xyxy=(376,963,463,973)
table-cell: ୩ xyxy=(910,623,932,632)
vimsar-inst: VSS INSTITUTE OF MEDICAL SCIENCES & RESEARCH, BURLA (SAMBALPUR) xyxy=(595,320,928,344)
